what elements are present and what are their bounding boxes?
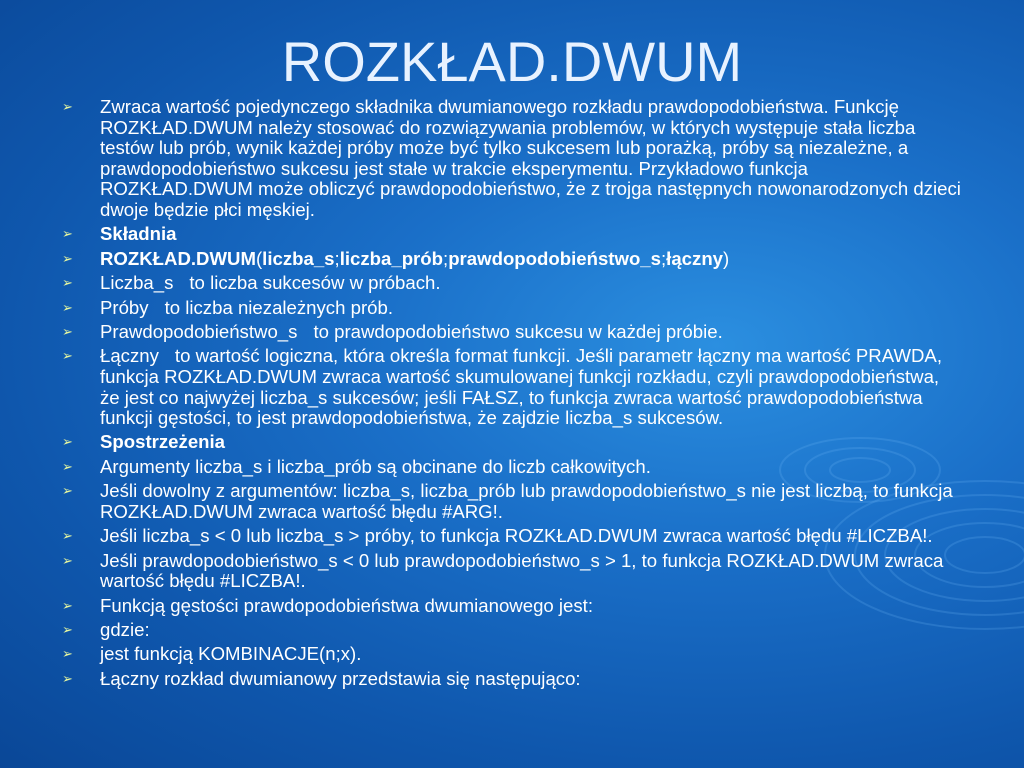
list-item: ➢ Zwraca wartość pojedynczego składnika dwumianowego rozkładu prawdopodobieństwa. Funkcję ROZKŁAD.DWUM należy stosować do rozwiązywania problemów, w których występuje stała liczba testów lub prób, wynik każdej próby może być tylko sukcesem lub porażką, próby są niezależne, a prawdopodobieństwo sukcesu jest stałe w trakcie eksperymentu. Przykładowo funkcja ROZKŁAD.DWUM może obliczyć prawdopodobieństwo, że z trojga następnych nowonarodzonych dzieci dwoje będzie płci męskiej. — [62, 96, 961, 220]
arrow-bullet-icon: ➢ — [62, 622, 73, 638]
list-item: ➢ Jeśli prawdopodobieństwo_s < 0 lub prawdopodobieństwo_s > 1, to funkcja ROZKŁAD.DWUM zwraca wartość błędu #LICZBA!. — [62, 549, 944, 592]
list-item: ➢ Argumenty liczba_s i liczba_prób są obcinane do liczb całkowitych. — [62, 455, 651, 477]
list-item: ➢ Liczba_s to liczba sukcesów w próbach. — [62, 272, 441, 294]
arrow-bullet-icon: ➢ — [62, 646, 73, 662]
list-item: ➢ Łączny to wartość logiczna, która określa format funkcji. Jeśli parametr łączny ma wartość PRAWDA, funkcja ROZKŁAD.DWUM zwraca wartość skumulowanej funkcji rozkładu, czyli prawdopodobieństwa, że jest co najwyżej liczba_s sukcesów; jeśli FAŁSZ, to funkcja zwraca wartość prawdopodobieństwa funkcji gęstości, to jest prawdopodobieństwa, że zajdzie liczba_s sukcesów. — [62, 345, 942, 429]
list-item: ➢ gdzie: — [62, 619, 150, 641]
list-item: ➢ Jeśli dowolny z argumentów: liczba_s, liczba_prób lub prawdopodobieństwo_s nie jest liczbą, to funkcja ROZKŁAD.DWUM zwraca wartość błędu #ARG!. — [62, 480, 953, 522]
list-item: ➢ Jeśli liczba_s < 0 lub liczba_s > próby, to funkcja ROZKŁAD.DWUM zwraca wartość błędu #LICZBA!. — [62, 525, 933, 547]
arrow-bullet-icon: ➢ — [62, 99, 73, 114]
slide-title: ROZKŁAD.DWUM — [281, 30, 743, 93]
list-item: ➢ Funkcją gęstości prawdopodobieństwa dwumianowego jest: — [62, 594, 594, 616]
list-item: ➢ Prawdopodobieństwo_s to prawdopodobieństwo sukcesu w każdej próbie. — [62, 320, 723, 342]
list-item — [62, 224, 962, 245]
bullet-list — [62, 97, 962, 693]
arrow-bullet-icon: ➢ — [62, 323, 73, 339]
arrow-bullet-icon: ➢ — [62, 458, 73, 474]
arrow-bullet-icon: ➢ — [62, 299, 73, 315]
arrow-bullet-icon: ➢ — [62, 597, 73, 613]
arrow-bullet-icon: ➢ — [62, 434, 73, 450]
arrow-bullet-icon: ➢ — [62, 528, 73, 544]
section-heading-syntax: Składnia — [100, 223, 177, 245]
arrow-bullet-icon: ➢ — [62, 552, 73, 568]
section-heading-remarks: Spostrzeżenia — [100, 431, 226, 453]
arrow-bullet-icon: ➢ — [62, 250, 73, 266]
arrow-bullet-icon: ➢ — [62, 226, 73, 242]
list-item — [62, 432, 962, 453]
list-item: ➢ Łączny rozkład dwumianowy przedstawia się następująco: — [62, 667, 581, 689]
list-item — [62, 249, 962, 270]
arrow-bullet-icon: ➢ — [62, 483, 73, 499]
arrow-bullet-icon: ➢ — [62, 348, 73, 364]
syntax-line: ROZKŁAD.DWUM(liczba_s;liczba_prób;prawdopodobieństwo_s;łączny) — [100, 247, 730, 269]
arrow-bullet-icon: ➢ — [62, 275, 73, 291]
arrow-bullet-icon: ➢ — [62, 670, 73, 686]
list-item: ➢ Próby to liczba niezależnych prób. — [62, 296, 393, 318]
list-item: ➢ jest funkcją KOMBINACJE(n;x). — [62, 643, 362, 665]
